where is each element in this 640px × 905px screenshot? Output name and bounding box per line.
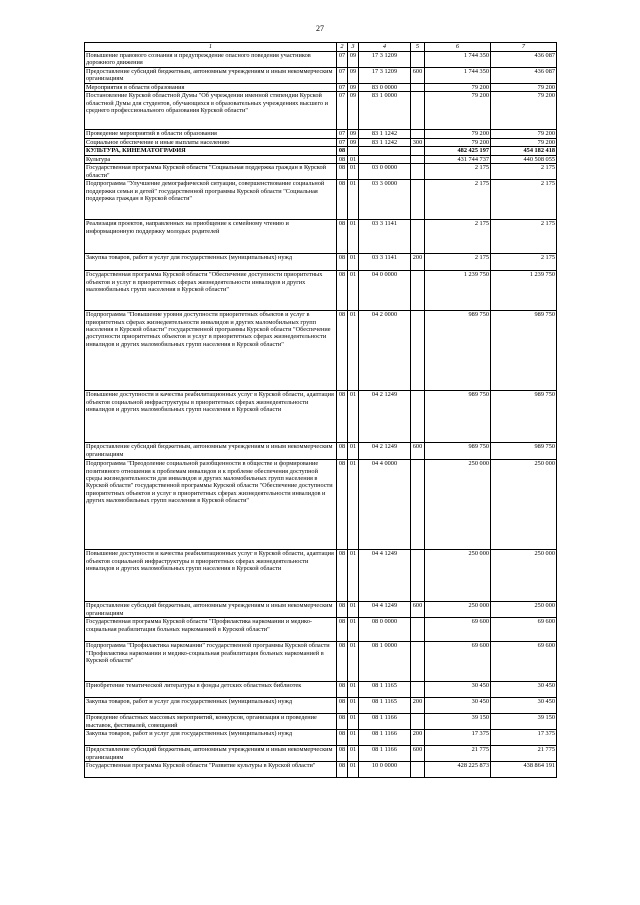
amount-year1-cell: 30 450 (425, 682, 491, 698)
amount-year1-cell: 1 744 350 (425, 52, 491, 68)
amount-year1-cell: 21 775 (425, 746, 491, 762)
subsection-code-cell: 01 (348, 254, 359, 271)
section-code-cell: 08 (337, 714, 348, 730)
section-code-cell: 08 (337, 443, 348, 460)
subsection-code-cell: 01 (348, 271, 359, 311)
amount-year2-cell: 30 450 (491, 698, 557, 714)
section-code-cell: 08 (337, 147, 348, 155)
subsection-code-cell: 01 (348, 730, 359, 746)
subsection-code-cell: 01 (348, 642, 359, 682)
expense-type-cell (411, 642, 425, 682)
subsection-code-cell: 01 (348, 391, 359, 443)
subsection-code-cell: 01 (348, 746, 359, 762)
subsection-code-cell: 01 (348, 698, 359, 714)
target-article-cell: 10 0 0000 (359, 762, 411, 778)
row-name-cell: КУЛЬТУРА, КИНЕМАТОГРАФИЯ (85, 147, 337, 155)
subsection-code-cell: 01 (348, 460, 359, 550)
row-name-cell: Проведение мероприятий в области образования (85, 130, 337, 138)
amount-year2-cell: 39 150 (491, 714, 557, 730)
target-article-cell: 04 4 0000 (359, 460, 411, 550)
amount-year2-cell: 17 375 (491, 730, 557, 746)
target-article-cell: 83 0 0000 (359, 84, 411, 92)
row-name-cell: Подпрограмма "Повышение уровня доступности приоритетных объектов и услуг в приоритетных сферах жизнедеятельности инвалидов и других маломобильных групп населения в Курской области" государственной программы Курской области "Обеспечение доступности приоритетных объектов и услуг в приоритетных сферах жизнедеятельности инвалидов и других маломобильных групп населения в Курской области" (85, 311, 337, 391)
table-row (85, 642, 557, 682)
amount-year2-cell: 2 175 (491, 254, 557, 271)
amount-year2-cell: 30 450 (491, 682, 557, 698)
amount-year2-cell: 79 200 (491, 92, 557, 130)
amount-year1-cell: 2 175 (425, 164, 491, 180)
amount-year2-cell: 989 750 (491, 391, 557, 443)
section-code-cell: 08 (337, 730, 348, 746)
section-code-cell: 08 (337, 746, 348, 762)
subsection-code-cell: 01 (348, 180, 359, 220)
expense-type-cell (411, 84, 425, 92)
expense-type-cell (411, 682, 425, 698)
row-name-cell: Постановление Курской областной Думы "Об учреждении именной стипендии Курской областной Думы для студентов, обучающихся в образовательных учреждениях высшего и среднего профессионального образования Курской области" (85, 92, 337, 130)
table-row (85, 254, 557, 271)
subsection-code-cell: 09 (348, 138, 359, 146)
target-article-cell: 08 1 1166 (359, 730, 411, 746)
section-code-cell: 08 (337, 460, 348, 550)
subsection-code-cell: 01 (348, 311, 359, 391)
expense-type-cell (411, 550, 425, 602)
target-article-cell: 08 1 1165 (359, 698, 411, 714)
expense-type-cell: 600 (411, 602, 425, 618)
row-name-cell: Повышение правового сознания и предупреждение опасного поведения участников дорожного движения (85, 52, 337, 68)
target-article-cell: 04 0 0000 (359, 271, 411, 311)
amount-year1-cell: 39 150 (425, 714, 491, 730)
amount-year1-cell: 989 750 (425, 311, 491, 391)
column-number: 1 (85, 43, 337, 52)
expense-type-cell (411, 220, 425, 254)
subsection-code-cell: 09 (348, 92, 359, 130)
table-row (85, 138, 557, 146)
amount-year1-cell: 2 175 (425, 180, 491, 220)
row-name-cell: Подпрограмма "Профилактика наркомании" государственной программы Курской области "Профилактика наркомании и медико-социальная реабилитация больных наркоманией в Курской области" (85, 642, 337, 682)
target-article-cell (359, 147, 411, 155)
target-article-cell: 17 3 1209 (359, 52, 411, 68)
expense-type-cell: 600 (411, 746, 425, 762)
amount-year2-cell: 436 087 (491, 52, 557, 68)
expense-type-cell (411, 391, 425, 443)
amount-year2-cell: 989 750 (491, 443, 557, 460)
amount-year1-cell: 1 239 750 (425, 271, 491, 311)
table-row (85, 271, 557, 311)
amount-year2-cell: 250 000 (491, 460, 557, 550)
subsection-code-cell: 09 (348, 68, 359, 84)
table-row (85, 391, 557, 443)
amount-year1-cell: 69 600 (425, 618, 491, 642)
amount-year1-cell: 431 744 737 (425, 155, 491, 163)
table-row (85, 311, 557, 391)
row-name-cell: Государственная программа Курской области "Профилактика наркомании и медико-социальная реабилитация больных наркоманией в Курской области" (85, 618, 337, 642)
section-code-cell: 07 (337, 130, 348, 138)
expense-type-cell (411, 155, 425, 163)
table-row (85, 460, 557, 550)
amount-year2-cell: 438 864 191 (491, 762, 557, 778)
table-row (85, 68, 557, 84)
subsection-code-cell: 09 (348, 84, 359, 92)
table-row (85, 52, 557, 68)
subsection-code-cell: 01 (348, 443, 359, 460)
expense-type-cell (411, 164, 425, 180)
amount-year1-cell: 79 200 (425, 84, 491, 92)
row-name-cell: Социальное обеспечение и иные выплаты населению (85, 138, 337, 146)
table-row (85, 84, 557, 92)
section-code-cell: 08 (337, 762, 348, 778)
row-name-cell: Повышение доступности и качества реабилитационных услуг в Курской области, адаптация объектов социальной инфраструктуры в приоритетных сферах жизнедеятельности инвалидов и других маломобильных групп населения в Курской области (85, 550, 337, 602)
table-row (85, 550, 557, 602)
table-row (85, 762, 557, 778)
row-name-cell: Государственная программа Курской области "Обеспечение доступности приоритетных объектов и услуг в приоритетных сферах жизнедеятельности инвалидов и других маломобильных групп населения в Курской области" (85, 271, 337, 311)
table-row (85, 220, 557, 254)
target-article-cell: 04 4 1249 (359, 550, 411, 602)
subsection-code-cell: 01 (348, 762, 359, 778)
section-code-cell: 07 (337, 138, 348, 146)
expense-type-cell: 200 (411, 730, 425, 746)
amount-year1-cell: 17 375 (425, 730, 491, 746)
amount-year1-cell: 1 744 350 (425, 68, 491, 84)
row-name-cell: Проведение областных массовых мероприятий, конкурсов, организация и проведение выставок, фестивалей, совещаний (85, 714, 337, 730)
amount-year2-cell: 79 200 (491, 138, 557, 146)
amount-year2-cell: 2 175 (491, 180, 557, 220)
section-code-cell: 08 (337, 682, 348, 698)
target-article-cell: 04 2 1249 (359, 391, 411, 443)
table-row (85, 443, 557, 460)
amount-year1-cell: 30 450 (425, 698, 491, 714)
amount-year1-cell: 989 750 (425, 443, 491, 460)
table-row (85, 698, 557, 714)
amount-year2-cell: 250 000 (491, 602, 557, 618)
amount-year2-cell: 69 600 (491, 642, 557, 682)
page-number: 27 (316, 24, 324, 33)
expense-type-cell (411, 271, 425, 311)
row-name-cell: Закупка товаров, работ и услуг для государственных (муниципальных) нужд (85, 730, 337, 746)
amount-year1-cell: 250 000 (425, 602, 491, 618)
subsection-code-cell: 01 (348, 602, 359, 618)
subsection-code-cell: 01 (348, 155, 359, 163)
expense-type-cell: 600 (411, 68, 425, 84)
section-code-cell: 07 (337, 92, 348, 130)
amount-year1-cell: 2 175 (425, 220, 491, 254)
subsection-code-cell: 01 (348, 682, 359, 698)
section-code-cell: 08 (337, 391, 348, 443)
expense-type-cell: 600 (411, 443, 425, 460)
row-name-cell: Подпрограмма "Улучшение демографической ситуации, совершенствование социальной поддержки семьи и детей" государственной программы Курской области "Социальная поддержка граждан в Курской области" (85, 180, 337, 220)
table-row (85, 92, 557, 130)
subsection-code-cell: 01 (348, 220, 359, 254)
row-name-cell: Подпрограмма "Преодоление социальной разобщенности в обществе и формирование позитивного отношения к проблемам инвалидов и к проблеме обеспечения доступной среды жизнедеятельности для инвалидов и других маломобильных групп населения в Курской области" государственной программы Курской области "Обеспечение доступности приоритетных объектов и услуг в приоритетных сферах жизнедеятельности инвалидов и других маломобильных групп населения в Курской области" (85, 460, 337, 550)
expense-type-cell: 200 (411, 698, 425, 714)
expense-type-cell (411, 147, 425, 155)
amount-year2-cell: 21 775 (491, 746, 557, 762)
row-name-cell: Культура (85, 155, 337, 163)
row-name-cell: Предоставление субсидий бюджетным, автономным учреждениям и иным некоммерческим организациям (85, 443, 337, 460)
section-code-cell: 08 (337, 311, 348, 391)
expense-type-cell (411, 460, 425, 550)
amount-year1-cell: 79 200 (425, 130, 491, 138)
row-name-cell: Предоставление субсидий бюджетным, автономным учреждениям и иным некоммерческим организациям (85, 602, 337, 618)
amount-year2-cell: 440 508 055 (491, 155, 557, 163)
amount-year1-cell: 79 200 (425, 92, 491, 130)
row-name-cell: Государственная программа Курской области "Социальная поддержка граждан в Курской области" (85, 164, 337, 180)
subsection-code-cell (348, 147, 359, 155)
subsection-code-cell: 01 (348, 164, 359, 180)
target-article-cell: 08 1 1165 (359, 682, 411, 698)
amount-year2-cell: 2 175 (491, 164, 557, 180)
amount-year1-cell: 79 200 (425, 138, 491, 146)
expense-type-cell (411, 52, 425, 68)
column-number: 5 (411, 43, 425, 52)
expense-type-cell (411, 714, 425, 730)
section-code-cell: 07 (337, 52, 348, 68)
row-name-cell: Закупка товаров, работ и услуг для государственных (муниципальных) нужд (85, 698, 337, 714)
section-code-cell: 08 (337, 550, 348, 602)
section-code-cell: 08 (337, 180, 348, 220)
expense-type-cell (411, 762, 425, 778)
section-code-cell: 08 (337, 618, 348, 642)
target-article-cell: 08 1 1166 (359, 746, 411, 762)
table-row (85, 730, 557, 746)
subsection-code-cell: 01 (348, 550, 359, 602)
section-code-cell: 08 (337, 155, 348, 163)
section-code-cell: 08 (337, 642, 348, 682)
row-name-cell: Предоставление субсидий бюджетным, автономным учреждениям и иным некоммерческим организациям (85, 68, 337, 84)
target-article-cell: 04 4 1249 (359, 602, 411, 618)
amount-year2-cell: 454 182 418 (491, 147, 557, 155)
target-article-cell (359, 155, 411, 163)
expense-type-cell (411, 92, 425, 130)
column-number: 2 (337, 43, 348, 52)
amount-year1-cell: 989 750 (425, 391, 491, 443)
row-name-cell: Мероприятия в области образования (85, 84, 337, 92)
amount-year1-cell: 250 000 (425, 460, 491, 550)
section-code-cell: 08 (337, 220, 348, 254)
target-article-cell: 83 1 1242 (359, 138, 411, 146)
amount-year2-cell: 1 239 750 (491, 271, 557, 311)
table-row (85, 618, 557, 642)
column-number: 6 (425, 43, 491, 52)
target-article-cell: 83 1 0000 (359, 92, 411, 130)
table-row (85, 714, 557, 730)
row-name-cell: Закупка товаров, работ и услуг для государственных (муниципальных) нужд (85, 254, 337, 271)
table-row (85, 682, 557, 698)
section-code-cell: 08 (337, 164, 348, 180)
target-article-cell: 08 1 1166 (359, 714, 411, 730)
table-row (85, 147, 557, 155)
expense-type-cell: 300 (411, 138, 425, 146)
amount-year2-cell: 250 000 (491, 550, 557, 602)
table-row (85, 746, 557, 762)
column-number: 7 (491, 43, 557, 52)
table-row (85, 130, 557, 138)
column-number-row (85, 43, 557, 52)
amount-year2-cell: 79 200 (491, 84, 557, 92)
amount-year1-cell: 428 225 873 (425, 762, 491, 778)
section-code-cell: 08 (337, 271, 348, 311)
row-name-cell: Повышение доступности и качества реабилитационных услуг в Курской области, адаптация объектов социальной инфраструктуры в приоритетных сферах жизнедеятельности инвалидов и других маломобильных групп населения в Курской области (85, 391, 337, 443)
target-article-cell: 04 2 0000 (359, 311, 411, 391)
table-body (85, 52, 557, 778)
section-code-cell: 08 (337, 254, 348, 271)
expense-type-cell (411, 618, 425, 642)
amount-year2-cell: 436 087 (491, 68, 557, 84)
target-article-cell: 03 0 0000 (359, 164, 411, 180)
expense-type-cell: 200 (411, 254, 425, 271)
row-name-cell: Приобретение тематической литературы в фонды детских областных библиотек (85, 682, 337, 698)
budget-table (84, 42, 557, 778)
table-row (85, 180, 557, 220)
table-row (85, 155, 557, 163)
section-code-cell: 07 (337, 84, 348, 92)
expense-type-cell (411, 180, 425, 220)
amount-year2-cell: 69 600 (491, 618, 557, 642)
column-number: 3 (348, 43, 359, 52)
amount-year1-cell: 250 000 (425, 550, 491, 602)
subsection-code-cell: 09 (348, 52, 359, 68)
amount-year2-cell: 79 200 (491, 130, 557, 138)
target-article-cell: 04 2 1249 (359, 443, 411, 460)
row-name-cell: Реализация проектов, направленных на приобщение к семейному чтению и информационную поддержку молодых родителей (85, 220, 337, 254)
subsection-code-cell: 01 (348, 714, 359, 730)
expense-type-cell (411, 311, 425, 391)
row-name-cell: Предоставление субсидий бюджетным, автономным учреждениям и иным некоммерческим организациям (85, 746, 337, 762)
amount-year1-cell: 2 175 (425, 254, 491, 271)
column-number: 4 (359, 43, 411, 52)
target-article-cell: 03 3 1141 (359, 220, 411, 254)
target-article-cell: 03 3 1141 (359, 254, 411, 271)
target-article-cell: 03 3 0000 (359, 180, 411, 220)
subsection-code-cell: 01 (348, 618, 359, 642)
section-code-cell: 08 (337, 602, 348, 618)
table-row (85, 164, 557, 180)
section-code-cell: 08 (337, 698, 348, 714)
amount-year1-cell: 69 600 (425, 642, 491, 682)
expense-type-cell (411, 130, 425, 138)
row-name-cell: Государственная программа Курской области "Развитие культуры в Курской области" (85, 762, 337, 778)
target-article-cell: 17 3 1209 (359, 68, 411, 84)
section-code-cell: 07 (337, 68, 348, 84)
target-article-cell: 08 1 0000 (359, 642, 411, 682)
target-article-cell: 83 1 1242 (359, 130, 411, 138)
amount-year2-cell: 2 175 (491, 220, 557, 254)
amount-year1-cell: 482 425 197 (425, 147, 491, 155)
table-row (85, 602, 557, 618)
amount-year2-cell: 989 750 (491, 311, 557, 391)
target-article-cell: 08 0 0000 (359, 618, 411, 642)
subsection-code-cell: 09 (348, 130, 359, 138)
